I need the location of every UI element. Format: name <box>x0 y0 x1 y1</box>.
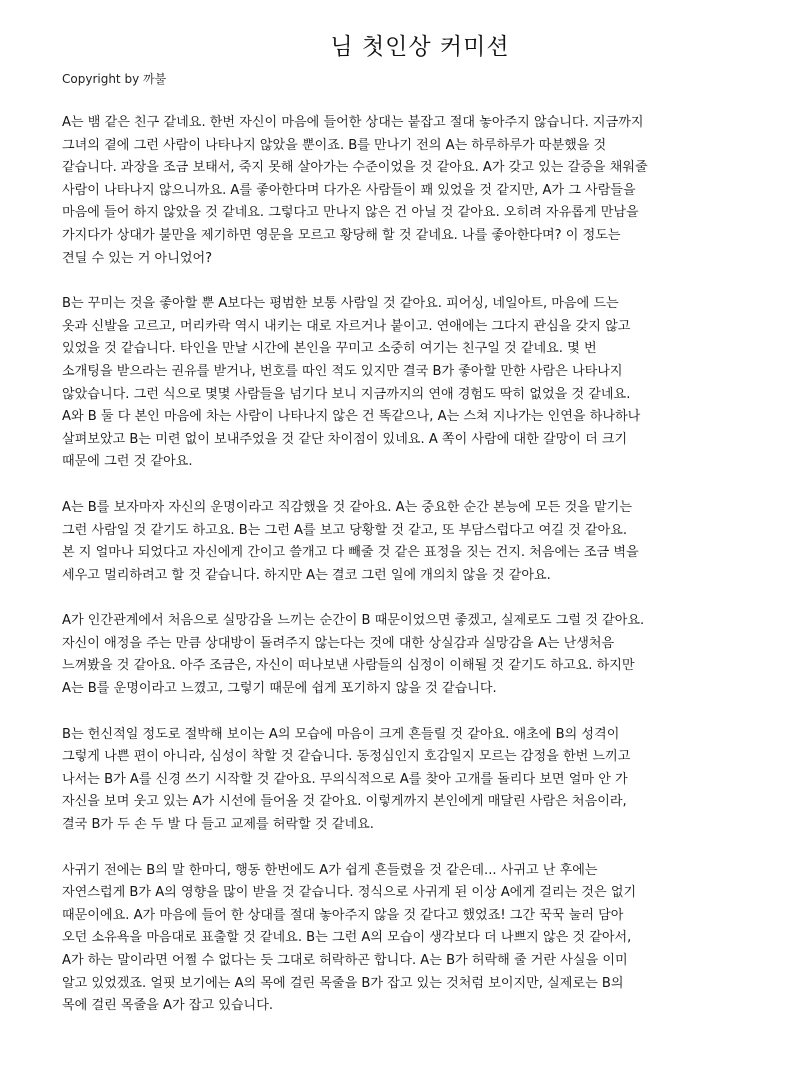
text-line: 살펴보았고 B는 미련 없이 보내주었을 것 같단 차이점이 있네요. A 쪽이 사람에 대한 갈망이 더 크기 <box>62 431 628 447</box>
text-line: 자신이 애정을 주는 만큼 상대방이 돌려주지 않는다는 것에 대한 상실감과 실망감을 A는 난생처음 <box>62 635 615 651</box>
text-line: 자연스럽게 B가 A의 영향을 많이 받을 것 같습니다. 정식으로 사귀게 된 이상 A에게 걸리는 것은 없기 <box>62 885 637 901</box>
text-line: B는 꾸미는 것을 좋아할 뿐 A보다는 평범한 보통 사람일 것 같아요. 피어싱, 네일아트, 마음에 드는 <box>62 296 619 312</box>
text-line: 때문이에요. A가 마음에 들어 한 상대를 절대 놓아주지 않을 것 같다고 했었죠! 그간 꾹꾹 눌러 담아 <box>62 907 624 923</box>
document-body <box>62 112 742 1041</box>
text-line: A가 하는 말이라면 어쩔 수 없다는 듯 그대로 허락하곤 합니다. A는 B가 허락해 줄 거란 사실을 이미 <box>62 953 628 968</box>
text-line: 자신을 보며 웃고 있는 A가 시선에 들어올 것 같아요. 이렇게까지 본인에게 매달린 사람은 처음이라, <box>62 794 627 810</box>
text-line: A와 B 둘 다 본인 마음에 차는 사람이 나타나지 않은 건 똑같으나, A는 스쳐 지나가는 인연을 하나하나 <box>62 409 641 425</box>
text-line: 가지다가 상대가 불만을 제기하면 영문을 모르고 황당해 할 것 같네요. 나를 좋아한다며? 이 정도는 <box>62 227 621 243</box>
text-line: 사람이 나타나지 않으니까요. A를 좋아한다며 다가온 사람들이 꽤 있었을 것 같지만, A가 그 사람들을 <box>62 182 636 198</box>
paragraph <box>62 112 742 270</box>
document-title: 님 첫인상 커미션 <box>330 34 510 60</box>
text-line: A는 B를 보자마자 자신의 운명이라고 직감했을 것 같아요. A는 중요한 순간 본능에 모든 것을 맡기는 <box>62 499 632 515</box>
text-line: 마음에 들어 하지 않았을 것 같네요. 그렇다고 만나지 않은 건 아닐 것 같아요. 오히려 자유롭게 만남을 <box>62 205 639 221</box>
text-line: B는 헌신적일 정도로 절박해 보이는 A의 모습에 마음이 크게 흔들릴 것 같아요. 애초에 B의 성격이 <box>62 726 620 742</box>
text-line: 소개팅을 받으라는 권유를 받거나, 번호를 따인 적도 있지만 결국 B가 좋아할 만한 사람은 나타나지 <box>62 363 623 379</box>
paragraph <box>62 497 742 587</box>
text-line: 본 지 얼마나 되었다고 자신에게 간이고 쓸개고 다 빼줄 것 같은 표정을 짓는 건지. 처음에는 조금 벽을 <box>62 545 639 561</box>
text-line: 않았습니다. 그런 식으로 몇몇 사람들을 넘기다 보니 지금까지의 연애 경험도 딱히 없었을 것 같네요. <box>62 386 631 402</box>
paragraph <box>62 293 742 474</box>
text-line: 그렇게 나쁜 편이 아니라, 심성이 착할 것 같습니다. 동정심인지 호감일지 모르는 감정을 한번 느끼고 <box>62 749 631 765</box>
text-line: A가 인간관계에서 처음으로 실망감을 느끼는 순간이 B 때문이었으면 좋겠고, 실제로도 그럴 것 같아요. <box>62 613 645 629</box>
text-line: 알고 있었겠죠. 얼핏 보기에는 A의 목에 걸린 목줄을 B가 잡고 있는 것처럼 보이지만, 실제로는 B의 <box>62 975 624 991</box>
text-line: 그녀의 곁에 그런 사람이 나타나지 않았을 뿐이죠. B를 만나기 전의 A는 하루하루가 따분했을 것 <box>62 137 607 153</box>
text-line: 느껴봤을 것 같아요. 아주 조금은, 자신이 떠나보낸 사람들의 심정이 이해될 것 같기도 하고요. 하지만 <box>62 658 635 674</box>
text-line: 사귀기 전에는 B의 말 한마디, 행동 한번에도 A가 쉽게 흔들렸을 것 같은데... 사귀고 난 후에는 <box>62 862 598 878</box>
text-line: 오던 소유욕을 마음대로 표출할 것 같네요. B는 그런 A의 모습이 생각보다 더 나쁘지 않은 것 같아서, <box>62 930 632 946</box>
text-line: 때문에 그런 것 같아요. <box>62 454 193 470</box>
text-line: 나서는 B가 A를 신경 쓰기 시작할 것 같아요. 무의식적으로 A를 찾아 고개를 돌리다 보면 얼마 안 가 <box>62 771 628 787</box>
text-line: 목에 걸린 목줄을 A가 잡고 있습니다. <box>62 998 274 1014</box>
text-line: 세우고 멀리하려고 할 것 같습니다. 하지만 A는 결코 그런 일에 개의치 않을 것 같아요. <box>62 567 551 583</box>
paragraph <box>62 610 742 700</box>
paragraph <box>62 724 742 837</box>
text-line: 견딜 수 있는 거 아니었어? <box>62 250 213 266</box>
text-line: 결국 B가 두 손 두 발 다 들고 교제를 허락할 것 같네요. <box>62 817 374 833</box>
text-line: 같습니다. 과장을 조금 보태서, 죽지 못해 살아가는 수준이었을 것 같아요. A가 갖고 있는 갈증을 채워줄 <box>62 160 648 176</box>
text-line: 옷과 신발을 고르고, 머리카락 역시 내키는 대로 자르거나 붙이고. 연애에는 그다지 관심을 갖지 않고 <box>62 318 631 334</box>
text-line: 있었을 것 같습니다. 타인을 만날 시간에 본인을 꾸미고 소중히 여기는 친구일 것 같네요. 몇 번 <box>62 341 597 357</box>
text-line: A는 B를 운명이라고 느꼈고, 그렇기 때문에 쉽게 포기하지 않을 것 같습니다. <box>62 681 497 697</box>
copyright-line: Copyright by 까불 <box>62 72 167 86</box>
paragraph <box>62 860 742 1018</box>
text-line: A는 뱀 같은 친구 같네요. 한번 자신이 마음에 들어한 상대는 붙잡고 절대 놓아주지 않습니다. 지금까지 <box>62 115 644 130</box>
text-line: 그런 사람일 것 같기도 하고요. B는 그런 A를 보고 당황할 것 같고, 또 부담스럽다고 여길 것 같아요. <box>62 522 628 538</box>
